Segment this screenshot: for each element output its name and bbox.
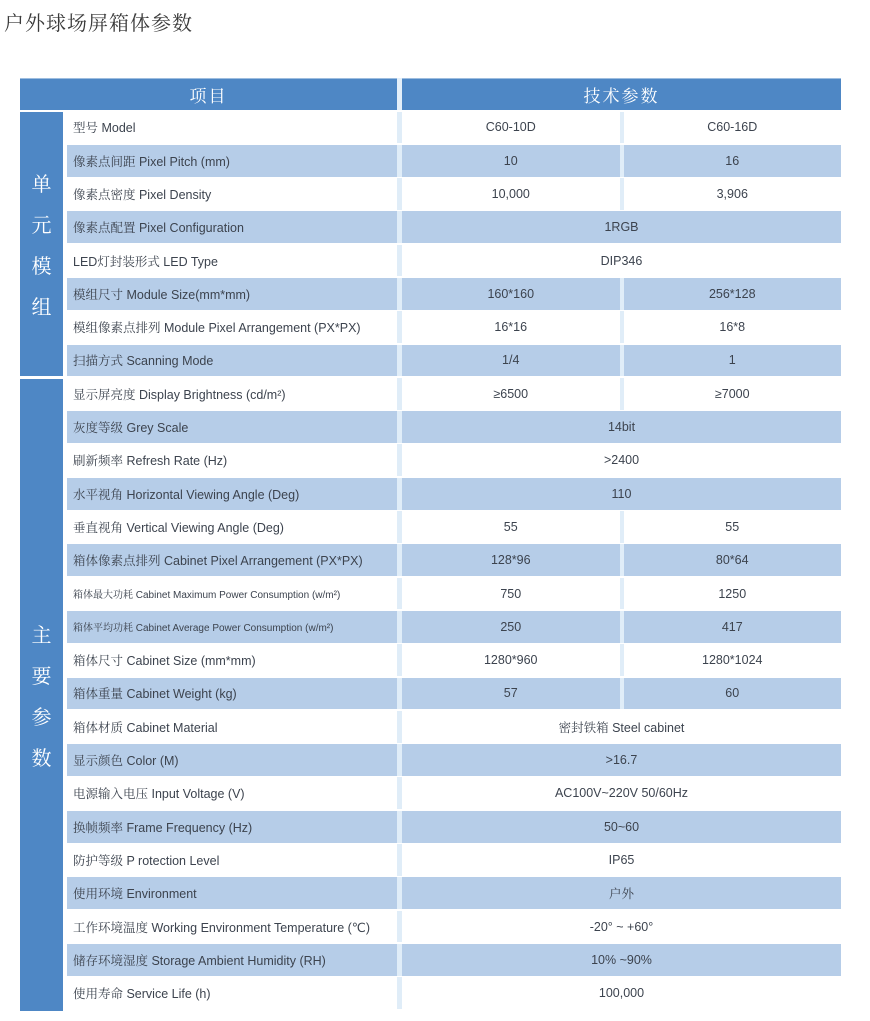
row-value: ≥6500: [402, 378, 620, 410]
row-value-merged: 密封铁箱 Steel cabinet: [402, 711, 841, 743]
row-values: [402, 911, 841, 943]
row-values: [402, 877, 841, 909]
table-body: [20, 112, 841, 1011]
row-value-merged: 10% ~90%: [402, 944, 841, 976]
row-value: 57: [402, 678, 620, 710]
row-value-merged: 100,000: [402, 977, 841, 1009]
row-value: C60-10D: [402, 112, 620, 144]
row-value: 16*8: [624, 311, 842, 343]
table-row: [67, 311, 841, 343]
table-row: [67, 278, 841, 310]
row-item-label: 电源输入电压 Input Voltage (V): [67, 777, 397, 809]
header-param-column: 技术参数: [402, 78, 841, 110]
table-row: [67, 145, 841, 177]
row-item-label: 显示颜色 Color (M): [67, 744, 397, 776]
row-item-label: 工作环境温度 Working Environment Temperature (℃): [67, 911, 397, 943]
row-item-label: 显示屏亮度 Display Brightness (cd/m²): [67, 378, 397, 410]
row-item-label: 箱体尺寸 Cabinet Size (mm*mm): [67, 644, 397, 676]
row-value: 16*16: [402, 311, 620, 343]
row-values: [402, 378, 841, 410]
table-row: [67, 744, 841, 776]
sidebar-group-label-char: 元: [31, 214, 52, 237]
sidebar-group-main-params: [20, 379, 63, 1010]
table-row: [67, 578, 841, 610]
table-row: [67, 511, 841, 543]
row-value: 256*128: [624, 278, 842, 310]
sidebar-group-label-char: 主: [31, 624, 52, 647]
row-value-merged: 50~60: [402, 811, 841, 843]
table-row: [67, 178, 841, 210]
row-value: 10: [402, 145, 620, 177]
sidebar-group-label-char: 模: [31, 255, 52, 278]
sidebar-group-label-char: 组: [31, 296, 52, 319]
row-item-label: 箱体重量 Cabinet Weight (kg): [67, 678, 397, 710]
row-value-merged: >16.7: [402, 744, 841, 776]
row-item-label: 使用寿命 Service Life (h): [67, 977, 397, 1009]
row-values: [402, 711, 841, 743]
row-item-label: 防护等级 P rotection Level: [67, 844, 397, 876]
row-values: [402, 844, 841, 876]
row-values: [402, 544, 841, 576]
row-item-label: 水平视角 Horizontal Viewing Angle (Deg): [67, 478, 397, 510]
row-values: [402, 444, 841, 476]
sidebar-group-label-char: 要: [31, 665, 52, 688]
table-rows: [67, 112, 841, 1011]
row-values: [402, 311, 841, 343]
row-values: [402, 811, 841, 843]
table-row: [67, 411, 841, 443]
row-value-merged: 户外: [402, 877, 841, 909]
table-row: [67, 877, 841, 909]
row-item-label: 箱体平均功耗 Cabinet Average Power Consumption (w/m²): [67, 611, 397, 643]
group-sidebar: [20, 112, 63, 1011]
row-value-merged: IP65: [402, 844, 841, 876]
header-item-column: 项目: [20, 78, 397, 110]
row-item-label: 扫描方式 Scanning Mode: [67, 345, 397, 377]
table-row: [67, 678, 841, 710]
row-item-label: 灰度等级 Grey Scale: [67, 411, 397, 443]
row-item-label: 像素点间距 Pixel Pitch (mm): [67, 145, 397, 177]
table-row: [67, 977, 841, 1009]
row-value: 60: [624, 678, 842, 710]
row-item-label: 储存环境湿度 Storage Ambient Humidity (RH): [67, 944, 397, 976]
row-value: 250: [402, 611, 620, 643]
row-values: [402, 145, 841, 177]
spec-table: [20, 78, 841, 1011]
table-row: [67, 811, 841, 843]
row-item-label: 垂直视角 Vertical Viewing Angle (Deg): [67, 511, 397, 543]
table-row: [67, 378, 841, 410]
table-row: [67, 245, 841, 277]
row-item-label: 像素点密度 Pixel Density: [67, 178, 397, 210]
table-row: [67, 777, 841, 809]
row-values: [402, 944, 841, 976]
row-value: 55: [624, 511, 842, 543]
table-row: [67, 844, 841, 876]
row-values: [402, 977, 841, 1009]
row-item-label: 箱体材质 Cabinet Material: [67, 711, 397, 743]
row-values: [402, 611, 841, 643]
row-values: [402, 245, 841, 277]
sidebar-group-label-char: 单: [31, 173, 52, 196]
row-item-label: 使用环境 Environment: [67, 877, 397, 909]
table-row: [67, 478, 841, 510]
row-value-merged: -20° ~ +60°: [402, 911, 841, 943]
row-item-label: 像素点配置 Pixel Configuration: [67, 211, 397, 243]
sidebar-group-label-char: 参: [31, 706, 52, 729]
sidebar-group-label-char: 数: [31, 747, 52, 770]
table-row: [67, 711, 841, 743]
row-values: [402, 578, 841, 610]
table-row: [67, 644, 841, 676]
row-value: ≥7000: [624, 378, 842, 410]
row-value: 1280*1024: [624, 644, 842, 676]
row-values: [402, 278, 841, 310]
sidebar-group-unit-module: [20, 112, 63, 377]
table-row: [67, 211, 841, 243]
table-row: [67, 345, 841, 377]
row-values: [402, 478, 841, 510]
table-row: [67, 911, 841, 943]
row-item-label: 型号 Model: [67, 112, 397, 144]
row-value: 55: [402, 511, 620, 543]
row-values: [402, 678, 841, 710]
row-value: C60-16D: [624, 112, 842, 144]
row-value: 1280*960: [402, 644, 620, 676]
row-value: 128*96: [402, 544, 620, 576]
table-row: [67, 444, 841, 476]
row-value-merged: 110: [402, 478, 841, 510]
table-row: [67, 112, 841, 144]
row-values: [402, 644, 841, 676]
row-value: 417: [624, 611, 842, 643]
row-values: [402, 112, 841, 144]
row-item-label: 刷新频率 Refresh Rate (Hz): [67, 444, 397, 476]
row-values: [402, 178, 841, 210]
row-value: 16: [624, 145, 842, 177]
row-value: 160*160: [402, 278, 620, 310]
row-values: [402, 744, 841, 776]
row-value-merged: 14bit: [402, 411, 841, 443]
row-value: 750: [402, 578, 620, 610]
row-item-label: LED灯封装形式 LED Type: [67, 245, 397, 277]
row-value: 3,906: [624, 178, 842, 210]
row-value-merged: DIP346: [402, 245, 841, 277]
row-item-label: 箱体像素点排列 Cabinet Pixel Arrangement (PX*PX): [67, 544, 397, 576]
table-row: [67, 544, 841, 576]
row-values: [402, 777, 841, 809]
row-values: [402, 211, 841, 243]
row-values: [402, 411, 841, 443]
row-value: 1/4: [402, 345, 620, 377]
row-item-label: 箱体最大功耗 Cabinet Maximum Power Consumption (w/m²): [67, 578, 397, 610]
table-row: [67, 944, 841, 976]
page-title: 户外球场屏箱体参数: [4, 13, 193, 35]
row-values: [402, 345, 841, 377]
row-value: 80*64: [624, 544, 842, 576]
row-value: 1250: [624, 578, 842, 610]
row-values: [402, 511, 841, 543]
row-item-label: 模组像素点排列 Module Pixel Arrangement (PX*PX): [67, 311, 397, 343]
table-header-row: [20, 78, 841, 110]
row-value-merged: >2400: [402, 444, 841, 476]
row-item-label: 换帧频率 Frame Frequency (Hz): [67, 811, 397, 843]
row-item-label: 模组尺寸 Module Size(mm*mm): [67, 278, 397, 310]
row-value: 1: [624, 345, 842, 377]
row-value-merged: 1RGB: [402, 211, 841, 243]
table-row: [67, 611, 841, 643]
row-value-merged: AC100V~220V 50/60Hz: [402, 777, 841, 809]
row-value: 10,000: [402, 178, 620, 210]
